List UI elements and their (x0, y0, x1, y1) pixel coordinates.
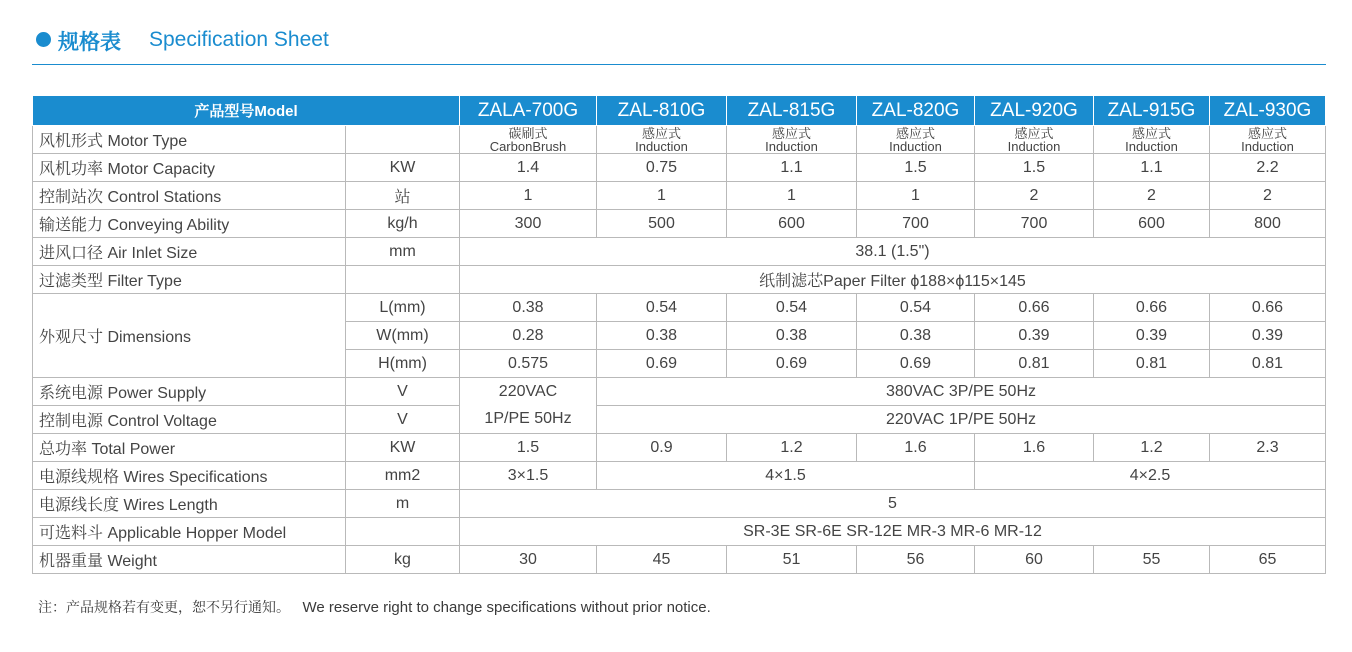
motor-type-cell: 碳刷式 CarbonBrush (460, 126, 597, 154)
row-label: 机器重量 Weight (33, 546, 346, 574)
row-label: 电源线规格 Wires Specifications (33, 462, 346, 490)
value-cell: 1.1 (1094, 154, 1210, 182)
value-cell: 0.39 (1094, 322, 1210, 350)
filter-type-row (33, 266, 1326, 294)
header-divider (32, 64, 1326, 65)
wires-length-row (33, 490, 1326, 518)
value-cell: 0.9 (597, 434, 727, 462)
value-cell: 220VAC 1P/PE 50Hz (597, 406, 1326, 434)
value-cell: 1.5 (460, 434, 597, 462)
value-cell: 0.38 (460, 294, 597, 322)
model-name: ZAL-810G (597, 96, 727, 126)
value-cell: 0.75 (597, 154, 727, 182)
specification-table (32, 95, 1326, 574)
unit-cell: V (346, 378, 460, 406)
model-name: ZAL-920G (975, 96, 1094, 126)
value-cell: 800 (1210, 210, 1326, 238)
value-cell: 56 (857, 546, 975, 574)
model-header-row (33, 96, 1326, 126)
hopper-row (33, 518, 1326, 546)
value-cell: 4×2.5 (975, 462, 1326, 490)
motor-type-cell: 感应式 Induction (1094, 126, 1210, 154)
value-cell: 0.38 (727, 322, 857, 350)
model-name: ZALA-700G (460, 96, 597, 126)
value-cell: 3×1.5 (460, 462, 597, 490)
value-cell: 0.66 (1210, 294, 1326, 322)
row-label: 控制电源 Control Voltage (33, 406, 346, 434)
row-label: 可选料斗 Applicable Hopper Model (33, 518, 346, 546)
value-cell: 600 (727, 210, 857, 238)
control-stations-row (33, 182, 1326, 210)
unit-cell (346, 266, 460, 294)
unit-cell (346, 518, 460, 546)
motor-type-cell: 感应式 Induction (975, 126, 1094, 154)
control-voltage-row (33, 406, 1326, 434)
value-cell: 600 (1094, 210, 1210, 238)
motor-type-cell: 感应式 Induction (597, 126, 727, 154)
value-cell: 4×1.5 (597, 462, 975, 490)
value-cell: 1.1 (727, 154, 857, 182)
motor-type-cell: 感应式 Induction (857, 126, 975, 154)
value-cell: 纸制滤芯Paper Filter ϕ188×ϕ115×145 (460, 266, 1326, 294)
value-cell: 30 (460, 546, 597, 574)
value-cell: 1.4 (460, 154, 597, 182)
bullet-dot-icon (36, 32, 51, 47)
weight-row (33, 546, 1326, 574)
value-cell: 60 (975, 546, 1094, 574)
value-cell: 2.3 (1210, 434, 1326, 462)
value-cell: 1 (597, 182, 727, 210)
value-cell: 0.54 (857, 294, 975, 322)
value-cell: 0.69 (727, 350, 857, 378)
value-cell: 0.38 (857, 322, 975, 350)
row-label: 外观尺寸 Dimensions (33, 294, 346, 378)
value-cell: 700 (975, 210, 1094, 238)
unit-cell: kg/h (346, 210, 460, 238)
value-cell: 0.69 (597, 350, 727, 378)
row-label: 过滤类型 Filter Type (33, 266, 346, 294)
unit-cell: V (346, 406, 460, 434)
unit-cell: W(mm) (346, 322, 460, 350)
row-label: 控制站次 Control Stations (33, 182, 346, 210)
value-cell: 2.2 (1210, 154, 1326, 182)
value-cell: 0.39 (975, 322, 1094, 350)
value-cell: 1.6 (975, 434, 1094, 462)
value-cell: 380VAC 3P/PE 50Hz (597, 378, 1326, 406)
model-name: ZAL-815G (727, 96, 857, 126)
conveying-ability-row (33, 210, 1326, 238)
air-inlet-row (33, 238, 1326, 266)
row-label: 电源线长度 Wires Length (33, 490, 346, 518)
page-title-en: Specification Sheet (149, 28, 329, 51)
power-supply-row (33, 378, 1326, 406)
value-cell: 0.81 (1210, 350, 1326, 378)
unit-cell: mm (346, 238, 460, 266)
unit-cell: m (346, 490, 460, 518)
unit-cell: mm2 (346, 462, 460, 490)
row-label: 系统电源 Power Supply (33, 378, 346, 406)
value-cell: SR-3E SR-6E SR-12E MR-3 MR-6 MR-12 (460, 518, 1326, 546)
row-label: 输送能力 Conveying Ability (33, 210, 346, 238)
value-cell: 2 (1210, 182, 1326, 210)
value-cell: 0.54 (597, 294, 727, 322)
footnote (38, 597, 711, 617)
value-cell: 1 (857, 182, 975, 210)
wires-spec-row (33, 462, 1326, 490)
value-cell: 0.81 (975, 350, 1094, 378)
value-cell: 1P/PE 50Hz (460, 406, 597, 434)
value-cell: 1.2 (1094, 434, 1210, 462)
value-cell: 55 (1094, 546, 1210, 574)
value-cell: 38.1 (1.5") (460, 238, 1326, 266)
page-title-cn: 规格表 (58, 31, 121, 54)
value-cell: 0.38 (597, 322, 727, 350)
value-cell: 0.28 (460, 322, 597, 350)
value-cell: 1 (727, 182, 857, 210)
value-cell: 0.39 (1210, 322, 1326, 350)
row-label: 进风口径 Air Inlet Size (33, 238, 346, 266)
model-name: ZAL-820G (857, 96, 975, 126)
motor-type-cell: 感应式 Induction (1210, 126, 1326, 154)
motor-type-cell: 感应式 Induction (727, 126, 857, 154)
value-cell: 0.54 (727, 294, 857, 322)
unit-cell: KW (346, 154, 460, 182)
value-cell: 45 (597, 546, 727, 574)
value-cell: 0.66 (1094, 294, 1210, 322)
value-cell: 1.5 (857, 154, 975, 182)
value-cell: 5 (460, 490, 1326, 518)
value-cell: 2 (1094, 182, 1210, 210)
value-cell: 1.6 (857, 434, 975, 462)
value-cell: 51 (727, 546, 857, 574)
model-name: ZAL-915G (1094, 96, 1210, 126)
value-cell: 500 (597, 210, 727, 238)
unit-cell: 站 (346, 182, 460, 210)
model-header-label: 产品型号Model (33, 96, 460, 126)
value-cell: 2 (975, 182, 1094, 210)
motor-type-row (33, 126, 1326, 154)
unit-cell (346, 126, 460, 154)
value-cell: 65 (1210, 546, 1326, 574)
footnote-en: We reserve right to change specifications without prior notice. (302, 599, 711, 616)
row-label: 风机形式 Motor Type (33, 126, 346, 154)
motor-capacity-row (33, 154, 1326, 182)
row-label: 总功率 Total Power (33, 434, 346, 462)
unit-cell: KW (346, 434, 460, 462)
unit-cell: L(mm) (346, 294, 460, 322)
dimensions-row-l (33, 294, 1326, 322)
unit-cell: kg (346, 546, 460, 574)
value-cell: 700 (857, 210, 975, 238)
value-cell: 0.66 (975, 294, 1094, 322)
value-cell: 0.575 (460, 350, 597, 378)
value-cell: 1 (460, 182, 597, 210)
page-header (36, 24, 1326, 60)
unit-cell: H(mm) (346, 350, 460, 378)
footnote-cn: 注：产品规格若有变更，恕不另行通知。 (38, 599, 290, 615)
total-power-row (33, 434, 1326, 462)
row-label: 风机功率 Motor Capacity (33, 154, 346, 182)
value-cell: 1.2 (727, 434, 857, 462)
value-cell: 0.81 (1094, 350, 1210, 378)
value-cell: 1.5 (975, 154, 1094, 182)
value-cell: 0.69 (857, 350, 975, 378)
model-name: ZAL-930G (1210, 96, 1326, 126)
value-cell: 220VAC (460, 378, 597, 406)
value-cell: 300 (460, 210, 597, 238)
